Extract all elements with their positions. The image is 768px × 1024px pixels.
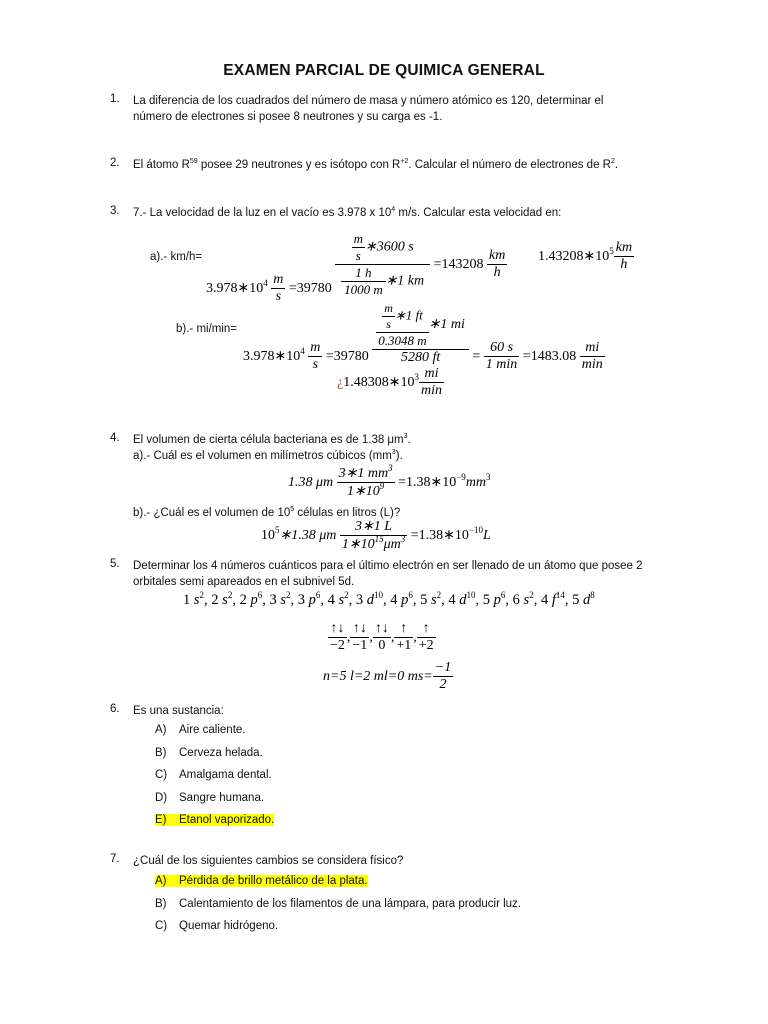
config-term: 5 $s^2$ [420,590,442,608]
q7-option-text: Calentamiento de los filamentos de una lámpara, para producir luz. [179,897,521,910]
q4-a-text: a).- Cuál es el volumen en milímetros cúbicos $(mm^3)$. [133,449,403,462]
q4-a-equation: 1.38 μm $\frac{3∗1 mm^3}{1∗10^9}$ $=1.38∗10^{-9}mm^3$ [288,463,491,499]
q6-option-text: Amalgama dental. [179,769,272,781]
config-term: 4 $d^{10}$ [448,590,476,608]
config-term: 2 $p^6$ [239,590,263,608]
config-term: 3 $s^2$ [269,590,291,608]
config-term: 3 $d^{10}$ [355,590,383,608]
orbital-box: $\frac{↑}{+1}$ [396,621,412,653]
q5-quantum-numbers: n=5 l=2 ml=0 ms= $\frac{-1}{2}$ [323,660,452,692]
q6-option-text: Sangre humana. [179,791,265,804]
q7-option-text: Pérdida de brillo metálico de la plata. [179,875,368,887]
q5-electron-configuration: 1 $s^2$, 2 $s^2$, 2 $p^6$, 3 $s^2$, 3 $p^6$, 4 $s^2$, 3 $d^{10}$, 4 $p^6$, 5 $s^2$, 4 $d^{10}$, 5 $p^6$, 6 $s^2$, 4 $f^{14}$, 5 $d^8$ [183,590,595,608]
config-term: 5 $d^8$ [572,590,595,608]
config-term: 1 $s^2$ [183,590,205,608]
config-term: 3 $p^6$ [297,590,321,608]
q4-b-equation: $10^5∗1.38$ μm $\frac{3∗1 L}{1∗10^{15}\mu m^3}$ $=1.38∗10^{-10}L$ [261,519,491,552]
q6-option-letter: D) [155,791,168,804]
orbital-box: $\frac{↑↓}{0}$ [374,621,389,653]
q6-option-text: Aire caliente. [179,724,246,736]
q7-option-letter: C) [155,920,168,932]
q3-a-equation: $3.978∗10^4$ $\frac{m}{s}$ =39780 $\frac{m}{s}$ ∗3600 s $\frac{1 h}{1000 m}$ ∗1 km =143208 $\frac{km}{h}$ [206,231,506,304]
q7-option-letter: B) [155,897,167,910]
q4-number: 4. [110,432,120,444]
q4-text: El volumen de cierta célula bacteriana es de 1.38 $\mu m^3$. [133,433,411,446]
q5-line1: Determinar los 4 números cuánticos para el último electrón en ser llenado de un átomo que posee 2 [133,560,643,572]
q1-line1: La diferencia de los cuadrados del número de masa y número atómico es 120, determinar el [133,95,604,107]
q2-text: El átomo $R^{59}$ posee 29 neutrones y es isótopo con $R^{+2}$. Calcular el número de electrones de $R^2$. [133,158,619,171]
q7-option-text: Quemar hidrógeno. [179,920,279,932]
q6-option-letter: B) [155,746,167,759]
q7-question: ¿Cuál de los siguientes cambios se considera físico? [133,855,404,867]
orbital-box: $\frac{↑}{+2}$ [418,621,434,653]
q6-option-text: Cerveza helada. [179,746,263,759]
q5-orbital-diagram: $\frac{↑↓}{-2}$ , $\frac{↑↓}{-1}$ , $\frac{↑↓}{0}$ , $\frac{↑}{+1}$ , $\frac{↑}{+2}$ [330,621,434,653]
q6-option-letter: A) [155,724,167,736]
config-term: 6 $s^2$ [512,590,534,608]
q3-number: 3. [110,205,120,217]
config-term: 4 $p^6$ [390,590,413,608]
q7-number: 7. [110,853,120,865]
config-term: 2 $s^2$ [211,590,233,608]
q2-number: 2. [110,157,120,169]
config-term: 5 $p^6$ [482,590,506,608]
q1-line2: número de electrones si posee 8 neutrones y su carga es -1. [133,111,443,123]
q6-option-text: Etanol vaporizado. [179,814,275,826]
page-title: EXAMEN PARCIAL DE QUIMICA GENERAL [223,62,545,79]
q7-option-letter: A) [155,875,191,887]
orbital-box: $\frac{↑↓}{-2}$ [330,621,345,653]
q3-a-label: a).- km/h= [150,251,203,263]
q5-line2: orbitales semi apareados en el subnivel 5d. [133,576,355,588]
config-term: 4 $s^2$ [327,590,349,608]
q3-a-result: $1.43208∗10^5$ $\frac{km}{h}$ [538,240,633,272]
config-term: 4 $f^{14}$ [540,590,565,608]
q6-question: Es una sustancia: [133,705,224,717]
q6-option-letter: E) [155,814,191,826]
q4-b-text: b).- ¿Cuál es el volumen de $10^5$ células en litros (L)? [133,506,401,519]
q5-number: 5. [110,558,120,570]
q3-b-equation: $3.978∗10^4$ $\frac{m}{s}$ =39780 $\frac{m}{s}$ ∗1 ft 0.3048 m ∗1 mi 5280 ft = $\frac{60 s}{1 \min}$ =1483.08 $\frac{mi}{\min}$ [243,301,603,372]
q3-text: 7.- La velocidad de la luz en el vacío es 3.978 x $10^4$ m/s. Calcular esta velocidad en: [133,206,562,219]
q3-b-label: b).- mi/min= [176,323,238,335]
orbital-box: $\frac{↑↓}{-1}$ [352,621,368,653]
q1-number: 1. [110,93,120,105]
q6-number: 6. [110,703,120,715]
q6-option-letter: C) [155,769,168,781]
q3-b-result: ¿$1.48308∗10^3$ $\frac{mi}{\min}$ [337,366,442,398]
